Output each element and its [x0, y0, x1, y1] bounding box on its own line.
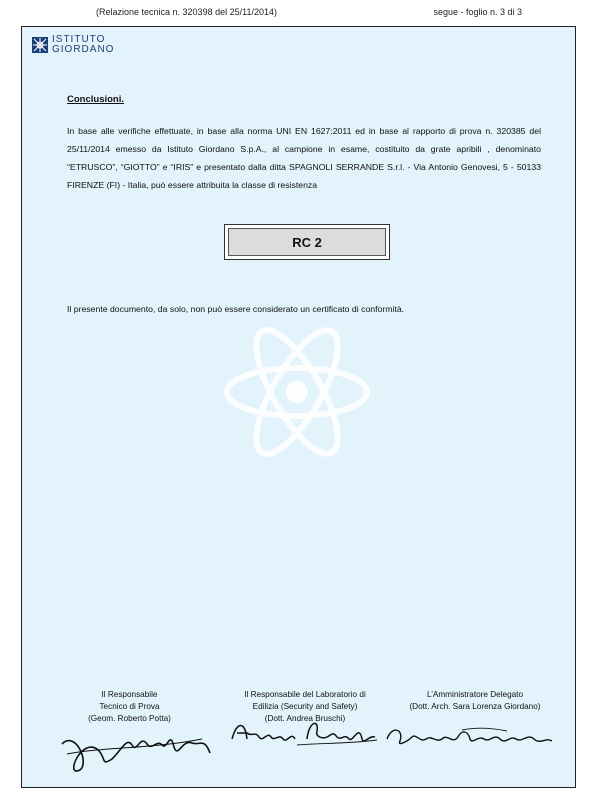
signatory-name-2: (Dott. Andrea Bruschi)	[264, 714, 346, 723]
signatory-role-1a: Il Responsabile	[101, 690, 158, 699]
signatory-ceo	[395, 689, 555, 713]
logo-line-1: ISTITUTO	[52, 34, 106, 45]
resistance-class-box	[224, 224, 390, 260]
signature-potta	[52, 709, 222, 779]
logo-grid-icon	[32, 37, 48, 53]
page-number: segue - foglio n. 3 di 3	[433, 7, 522, 17]
signatory-name-3: (Dott. Arch. Sara Lorenza Giordano)	[409, 702, 541, 711]
conclusions-body: In base alle verifiche effettuate, in base alla norma UNI EN 1627:2011 ed in base al rapporto di prova n. 320385 del 25/11/2014 emesso da Istituto Giordano S.p.A., al campione in esame, costituito da grate apribili , denominato “ETRUSCO”, “GIOTTO” e “IRIS” e presentato dalla ditta SPAGNOLI SERRANDE S.r.l. - Via Antonio Genovesi, 5 - 50133 FIRENZE (FI) - Italia, può essere attribuita la classe di resistenza	[67, 126, 541, 190]
report-reference: (Relazione tecnica n. 320398 del 25/11/2014)	[96, 7, 277, 17]
logo-line-2: GIORDANO	[52, 44, 115, 55]
signatory-role-1b: Tecnico di Prova	[99, 702, 160, 711]
signatory-role-2b: Edilizia (Security and Safety)	[252, 702, 358, 711]
atom-watermark-icon	[212, 317, 382, 467]
document-page	[21, 26, 576, 788]
resistance-class-value: RC 2	[228, 228, 386, 256]
conclusions-title: Conclusioni.	[67, 94, 124, 105]
signatory-role-2a: Il Responsabile del Laboratorio di	[244, 690, 366, 699]
company-logo	[32, 35, 114, 55]
signature-bruschi	[227, 709, 382, 754]
signatory-role-3a: L’Amministratore Delegato	[426, 690, 524, 699]
conformity-notice: Il presente documento, da solo, non può essere considerato un certificato di conformità.	[67, 304, 405, 314]
signature-giordano	[382, 715, 557, 755]
signatory-name-1: (Geom. Roberto Potta)	[88, 714, 171, 723]
logo-text	[52, 35, 114, 55]
